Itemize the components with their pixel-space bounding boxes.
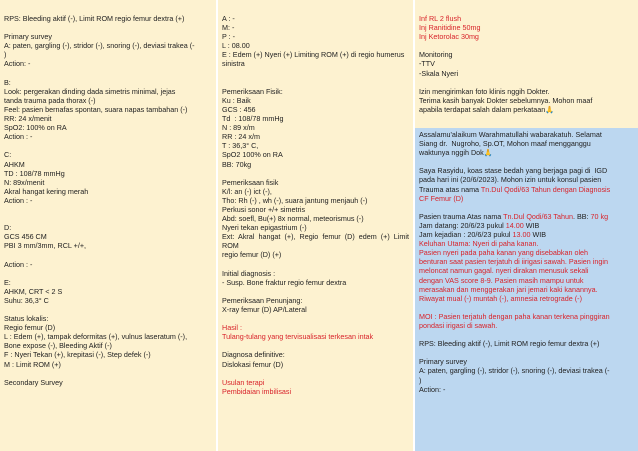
text-line: TD : 108/78 mmHg xyxy=(4,168,65,178)
text-line: Secondary Survey xyxy=(4,377,63,387)
text-line xyxy=(419,185,629,194)
text-line: GCS 456 CM xyxy=(4,232,47,242)
text-line: RR : 24 x/m xyxy=(222,132,260,142)
text-line: Action : - xyxy=(4,259,33,269)
text-line: regio femur (D) (+) xyxy=(222,250,282,260)
text-line xyxy=(419,212,629,221)
text-line xyxy=(419,348,629,357)
text-line: meloncat namun gagal. nyeri dirakan menusuk sekali xyxy=(419,266,589,276)
text-line: SpO2: 100% on RA xyxy=(4,123,67,133)
text-line: Saya Rasyidu, koas stase bedah yang berjaga pagi di IGD xyxy=(419,166,608,176)
text-line: apabila terdapat salah dalam perkataan🙏 xyxy=(419,104,555,114)
text-line xyxy=(222,369,409,378)
text-line: Primary survey xyxy=(419,357,467,367)
text-line: Regio femur (D) xyxy=(4,323,56,333)
text-line xyxy=(419,221,629,230)
text-line: Inj Ranitidine 50mg xyxy=(419,23,481,33)
text-line: A: paten, gargling (-), stridor (-), snoring (-), deviasi trakea (- xyxy=(419,366,610,376)
text-line xyxy=(4,214,212,223)
text-line: Ext: Akral hangat (+), Regio femur (D) edem (+) Limit ROM xyxy=(222,232,411,251)
column-left xyxy=(0,0,216,451)
text-line xyxy=(419,330,629,339)
text-line: Ku : Baik xyxy=(222,95,251,105)
text-line: PBI 3 mm/3mm, RCL +/+, xyxy=(4,241,87,251)
text-line: M: - xyxy=(222,23,235,33)
text-line xyxy=(419,303,629,312)
text-line: Initial diagnosis : xyxy=(222,268,276,278)
text-segment: Pasien trauma Atas nama xyxy=(419,211,504,221)
text-segment: 14.00 xyxy=(505,220,524,230)
text-line: Action: - xyxy=(419,384,446,394)
text-line: -Skala Nyeri xyxy=(419,68,459,78)
text-line xyxy=(222,314,409,323)
text-line xyxy=(4,205,212,214)
text-line: Primary survey xyxy=(4,32,52,42)
text-line: Status lokalis: xyxy=(4,314,49,324)
text-line xyxy=(222,78,409,87)
text-line: Action : - xyxy=(4,195,33,205)
text-line xyxy=(4,250,212,259)
text-line: Monitoring xyxy=(419,50,453,60)
text-segment: Trauma atas nama xyxy=(419,184,481,194)
text-line: T : 36,3° C, xyxy=(222,141,259,151)
text-line: Tho: Rh (-) , wh (-), suara jantung menjauh (-) xyxy=(222,195,368,205)
text-line: L : Edem (+), tampak deformitas (+), vulnus laseratum (-), xyxy=(4,332,188,342)
text-segment: Jam datang: 20/6/23 pukul xyxy=(419,220,506,230)
text-line: Diagnosa definitive: xyxy=(222,350,285,360)
text-line: Perkusi sonor +/+ simetris xyxy=(222,204,306,214)
text-line: Usulan terapi xyxy=(222,377,265,387)
text-line: N : 89 x/m xyxy=(222,123,255,133)
text-line: Feel: pasien bernafas spontan, suara napas tambahan (-) xyxy=(4,104,188,114)
text-line: Suhu: 36,3° C xyxy=(4,295,49,305)
text-line: AHKM, CRT < 2 S xyxy=(4,286,63,296)
text-line: Action : - xyxy=(4,132,33,142)
text-line: Bone expose (-), Bleeding Aktif (-) xyxy=(4,341,112,351)
text-line: ) xyxy=(419,375,422,385)
text-line: Akral hangat kering merah xyxy=(4,186,89,196)
text-line: Inj Ketorolac 30mg xyxy=(419,32,479,42)
text-line xyxy=(419,157,629,166)
text-line: CF Femur (D) xyxy=(419,193,464,203)
text-line: sinistra xyxy=(222,59,245,69)
text-line: Keluhan Utama: Nyeri di paha kanan. xyxy=(419,239,539,249)
text-line: Pemeriksaan Fisik: xyxy=(222,86,283,96)
text-line xyxy=(222,169,409,178)
text-line: Riwayat mual (-) muntah (-), amnesia retrograde (-) xyxy=(419,293,582,303)
text-line: P : - xyxy=(222,32,236,42)
text-line: N: 89x/menit xyxy=(4,177,45,187)
text-line xyxy=(222,260,409,269)
text-line xyxy=(419,41,629,50)
text-line: A : - xyxy=(222,14,235,23)
column-right-consult-panel xyxy=(415,128,638,451)
text-line xyxy=(4,269,212,278)
text-line: L : 08.00 xyxy=(222,41,250,51)
text-segment: Jam kejadian : 20/6/23 pukul xyxy=(419,230,513,240)
text-line: RPS: Bleeding aktif (-), Limit ROM regio femur dextra (+) xyxy=(419,339,600,349)
text-line: Pasien nyeri pada paha kanan yang disebabkan oleh xyxy=(419,248,589,258)
text-line: Assalamu'alaikum Warahmatullahi wabarakatuh. Selamat xyxy=(419,130,602,139)
text-line: Nyeri tekan epigastrium (-) xyxy=(222,223,307,233)
text-line xyxy=(4,23,212,32)
text-segment: WIB xyxy=(523,220,540,230)
text-line: E : Edem (+) Nyeri (+) Limiting ROM (+) di regio humerus xyxy=(222,50,405,60)
text-line: Action: - xyxy=(4,59,31,69)
text-line: Dislokasi femur (D) xyxy=(222,359,284,369)
text-line: Abd: soefl, Bu(+) 8x normal, meteorismus (-) xyxy=(222,214,364,224)
column-right-top-text xyxy=(419,14,629,114)
text-line: Izin mengirimkan foto klinis nggih Dokter. xyxy=(419,86,550,96)
text-line: K/l: an (-) ict (-), xyxy=(222,186,272,196)
text-line xyxy=(4,369,212,378)
text-line: X-ray femur (D) AP/Lateral xyxy=(222,305,307,314)
text-line: F : Nyeri Tekan (+), krepitasi (-), Step defek (-) xyxy=(4,350,151,360)
text-line: Hasil : xyxy=(222,323,242,333)
text-line: Terima kasih banyak Dokter sebelumnya. Mohon maaf xyxy=(419,95,593,105)
text-line: BB: 70kg xyxy=(222,159,252,169)
column-middle xyxy=(218,0,413,451)
text-line: dengan VAS score 8-9. Pasien masih mampu untuk xyxy=(419,275,584,285)
text-line: Pemeriksaan fisik xyxy=(222,177,279,187)
text-line: Pembidaian imbilisasi xyxy=(222,386,292,396)
text-line: tanda trauma pada thorax (-) xyxy=(4,95,96,105)
text-line: GCS : 456 xyxy=(222,104,256,114)
text-line: A: paten, gargling (-), stridor (-), snoring (-), deviasi trakea (- xyxy=(4,41,195,51)
text-line: - Susp. Bone fraktur regio femur dextra xyxy=(222,277,347,287)
text-line: Siang dr. Nugroho, Sp.OT, Mohon maaf mengganggu xyxy=(419,139,591,149)
text-line: Pemeriksaan Penunjang: xyxy=(222,295,303,305)
text-line xyxy=(4,141,212,150)
text-line: benturan saat pasien terjatuh di iirigasi sawah. Pasien ingin xyxy=(419,257,608,267)
text-segment: . BB: xyxy=(572,211,591,221)
text-line xyxy=(4,305,212,314)
text-segment: WIB xyxy=(530,230,547,240)
text-line: pada hari ini (20/6/2023). Mohon izin untuk konsul pasien xyxy=(419,175,602,185)
text-line: merasakan dan menggerakan jari jemari kaki kanannya. xyxy=(419,284,598,294)
text-line xyxy=(222,69,409,78)
text-line: C: xyxy=(4,150,12,160)
text-line: Tulang-tulang yang tervisualisasi terkesan intak xyxy=(222,332,374,342)
text-line: waktunya nggih Dok🙏 xyxy=(419,148,493,158)
text-line: Inf RL 2 flush xyxy=(419,14,462,23)
text-line xyxy=(222,287,409,296)
text-line: SpO2 100% on RA xyxy=(222,150,283,160)
text-line: E: xyxy=(4,277,11,287)
text-line: RPS: Bleeding aktif (-), Limit ROM regio femur dextra (+) xyxy=(4,14,185,23)
text-line: Look: pergerakan dinding dada simetris minimal, jejas xyxy=(4,86,176,96)
text-line: MOI : Pasien terjatuh dengan paha kanan terkena pinggiran xyxy=(419,311,610,321)
column-right-bottom-text xyxy=(415,128,638,394)
text-segment: 13.00 xyxy=(512,230,531,240)
text-line: B: xyxy=(4,77,11,87)
text-line: RR: 24 x/menit xyxy=(4,114,52,124)
text-line: M : Limit ROM (+) xyxy=(4,359,61,369)
column-left-text xyxy=(4,14,212,387)
text-line xyxy=(4,69,212,78)
text-segment: Tn.Dul Qodi/63 Tahun dengan Diagnosis xyxy=(480,184,611,194)
text-line: ) xyxy=(4,50,7,60)
text-line xyxy=(419,78,629,87)
text-line: Td : 108/78 mmHg xyxy=(222,114,284,124)
text-line: pondasi irigasi di sawah. xyxy=(419,320,498,330)
text-segment: Tn.Dul Qodi/63 Tahun xyxy=(503,211,573,221)
text-line xyxy=(222,341,409,350)
text-line: AHKM xyxy=(4,159,25,169)
text-segment: 70 kg xyxy=(590,211,609,221)
text-line xyxy=(419,203,629,212)
text-line: -TTV xyxy=(419,59,435,69)
column-middle-text xyxy=(222,14,409,396)
text-line xyxy=(419,230,629,239)
text-line: D: xyxy=(4,223,12,233)
